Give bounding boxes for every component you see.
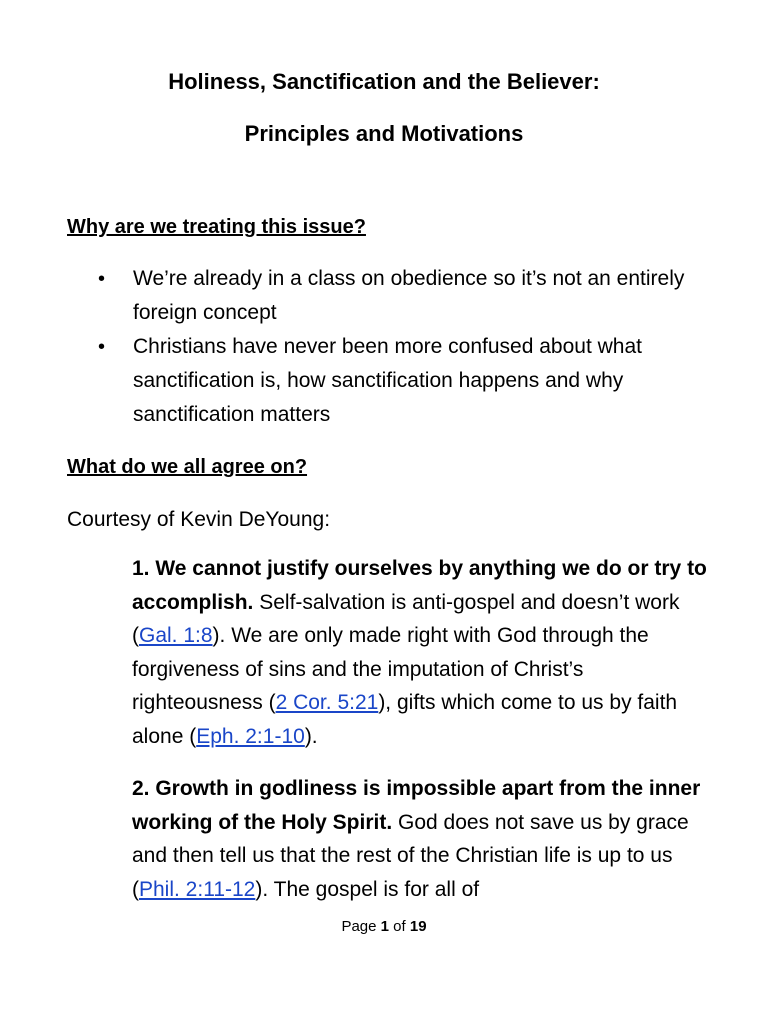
point-text: ). The gospel is for all of [255,877,480,901]
point-text: ). [304,724,318,748]
page-current: 1 [380,918,389,935]
scripture-link-gal-1-8[interactable]: Gal. 1:8 [139,624,213,647]
scripture-link-2cor-5-21[interactable]: 2 Cor. 5:21 [275,691,379,714]
point-heading: 1. We cannot justify ourselves by anything we do or try to accomplish. [132,557,707,614]
bullet-list [67,262,717,432]
scripture-link-phil-2-11-12[interactable]: Phil. 2:11-12 [139,877,256,901]
point-text: ), gifts which come to us by faith alone ( [132,691,678,748]
point-heading: 2. Growth in godliness is impossible apart from the inner working of the Holy Spirit. [132,777,701,834]
bullet-item [67,330,717,432]
page-footer [0,917,768,937]
page-total: 19 [409,918,427,935]
scripture-link-eph-2-1-10[interactable]: Eph. 2:1-10 [196,724,305,748]
document-title-line-2: Principles and Motivations [244,121,524,146]
point-text: Self-salvation is anti-gospel and doesn’t work ( [132,590,680,647]
bullet-icon: • [98,268,106,290]
bullet-text: We’re already in a class on obedience so it’s not an entirely foreign concept [133,267,685,324]
numbered-point-2 [132,772,712,906]
section-heading-why: Why are we treating this issue? [67,216,366,238]
page-label: Page [341,918,377,935]
bullet-item [67,262,717,330]
intro-text: Courtesy of Kevin DeYoung: [67,508,331,531]
numbered-point-1 [132,552,712,753]
bullet-text: Christians have never been more confused about what sanctification is, how sanctification happens and why sanctification matters [133,335,642,426]
page-of-label: of [393,918,406,935]
bullet-icon: • [98,336,106,358]
section-heading-agree: What do we all agree on? [67,456,308,478]
point-text: God does not save us by grace and then tell us that the rest of the Christian life is up to us ( [132,810,689,901]
point-text: ). We are only made right with God through the forgiveness of sins and the imputation of Christ’s righteousness ( [132,624,649,714]
document-title-line-1: Holiness, Sanctification and the Believer: [168,69,600,94]
